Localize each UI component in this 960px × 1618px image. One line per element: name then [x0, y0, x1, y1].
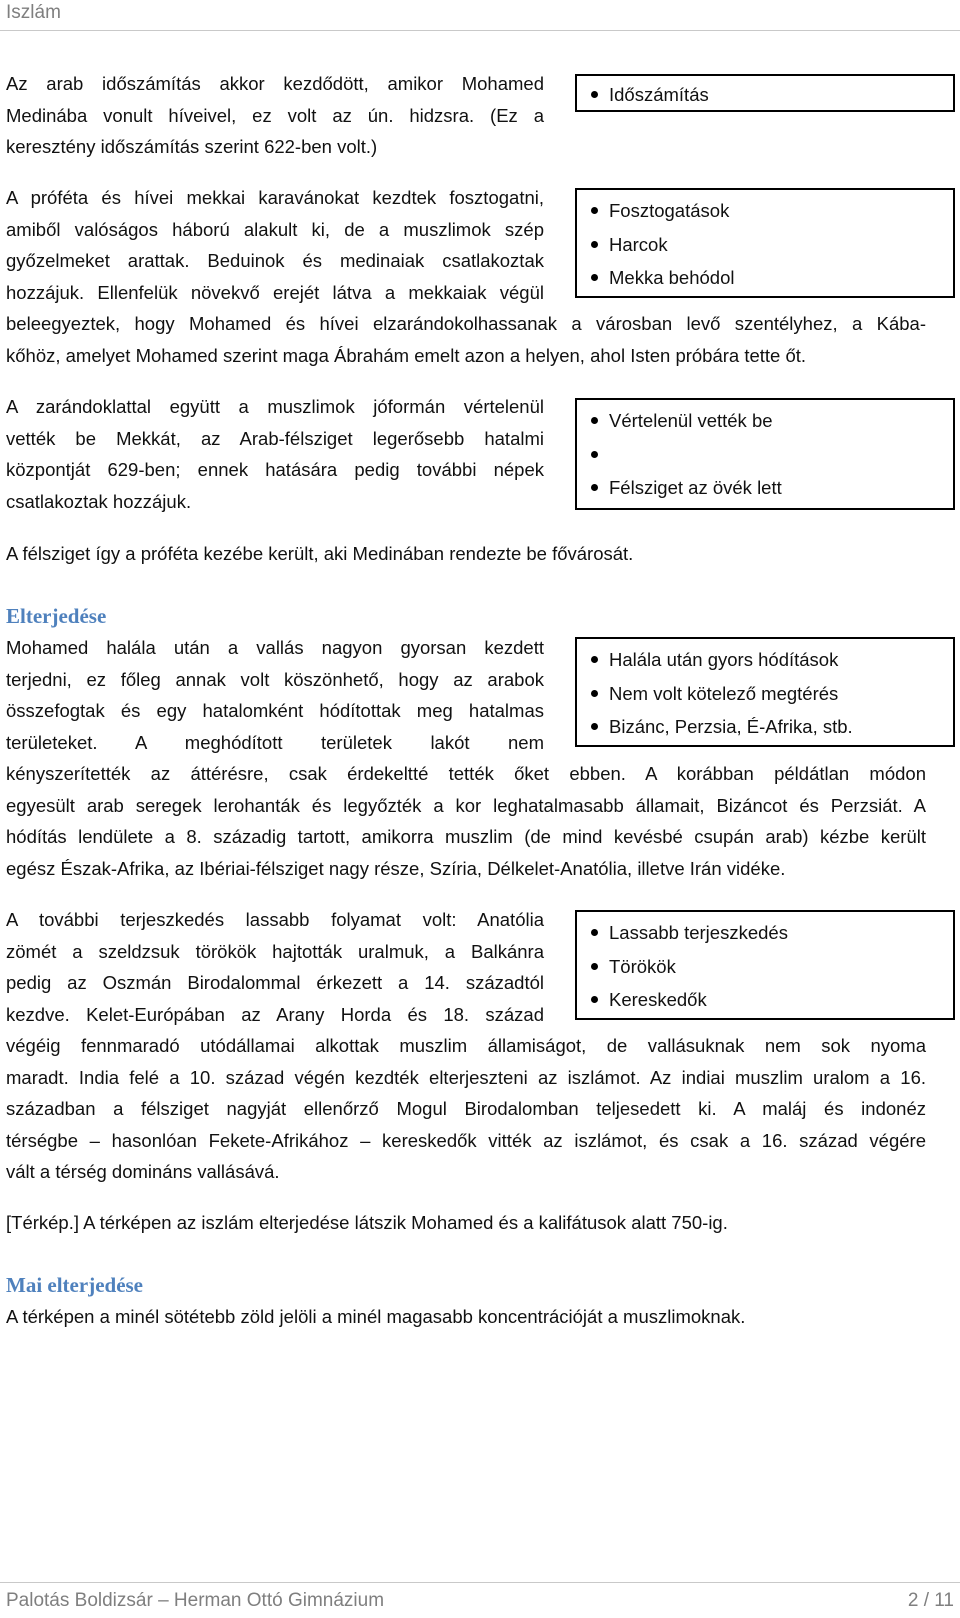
text-line: hódítás lendülete a 8. századig tartott, amikorra muszlim (de mind kevésbé csupán arab) kézbe került	[6, 826, 926, 847]
bullet-icon	[591, 690, 598, 697]
paragraph-terkep	[6, 1207, 926, 1239]
summary-item	[591, 438, 953, 472]
footer-author: Palotás Boldizsár – Herman Ottó Gimnázium	[6, 1590, 385, 1611]
text-line: kényszerítették az áttérésre, csak érdekeltté tették őket ebben. A korábban példátlan módon	[6, 763, 926, 784]
summary-box-mekka	[575, 398, 955, 510]
summary-item: Lassabb terjeszkedés	[591, 916, 953, 950]
bullet-icon	[591, 484, 598, 491]
paragraph-mekka	[6, 391, 544, 517]
header-title: Iszlám	[6, 2, 61, 23]
bullet-icon	[591, 241, 598, 248]
summary-item: Bizánc, Perzsia, É-Afrika, stb.	[591, 710, 953, 744]
summary-item: Mekka behódol	[591, 261, 953, 295]
summary-box-harcok	[575, 188, 955, 298]
bullet-icon	[591, 656, 598, 663]
text-line: terjedni, ez főleg annak volt köszönhető, hogy az arabok	[6, 668, 544, 690]
paragraph-terjeszkedes-continued	[6, 1030, 926, 1188]
bullet-icon	[591, 996, 598, 1003]
bullet-icon	[591, 91, 598, 98]
bullet-icon	[591, 963, 598, 970]
page-footer	[0, 1582, 960, 1618]
paragraph-fovaros	[6, 538, 926, 570]
text-line: zömét a szeldzsuk törökök hajtották uralmuk, a Balkánra	[6, 940, 544, 962]
text-line: központját 629-ben; ennek hatására pedig további népek	[6, 459, 544, 480]
paragraph-harcok-continued	[6, 308, 926, 371]
text-line: vált a térség domináns vallásává.	[6, 1161, 280, 1182]
text-line: egyesült arab seregek lerohanták és legyőzték a kor leghatalmasabb államait, Bizáncot és Perzsiát. A	[6, 794, 926, 816]
text-line: összefogtak és egy hatalomként hódítottak meg hatalmas	[6, 700, 544, 721]
paragraph-hoditasok-continued	[6, 758, 926, 884]
paragraph-harcok	[6, 182, 544, 308]
text-line: Medinába vonult híveivel, ez volt az ún. hidzsra. (Ez a	[6, 104, 544, 126]
text-line: vették be Mekkát, az Arab-félsziget legerősebb hatalmi	[6, 427, 544, 449]
text-line: kőhöz, amelyet Mohamed szerint maga Ábrahám emelt azon a helyen, ahol Isten próbára tette őt.	[6, 344, 807, 366]
text-line: amiből valóságos háború alakult ki, de a muszlimok szép	[6, 218, 544, 240]
text-line: végéig fennmaradó utódállamai alkottak muszlim államiságot, de vallásuknak nem sok nyoma	[6, 1035, 926, 1056]
paragraph-hidzsra	[6, 68, 544, 163]
summary-item: Fosztogatások	[591, 194, 953, 228]
text-line: században a félsziget nagyját ellenőrző Mogul Birodalomban teljesedett ki. A maláj és indonéz	[6, 1098, 926, 1119]
text-line: beleegyeztek, hogy Mohamed és hívei elzarándokolhassanak a városban levő szentélyhez, a Kába-	[6, 313, 926, 334]
text-line: maradt. India felé a 10. század végén kezdték elterjeszteni az iszlámot. Az indiai muszlim uralom a 16.	[6, 1066, 926, 1088]
text-line: hozzájuk. Ellenfelük növekvő erejét látva a mekkaiak végül	[6, 281, 544, 303]
summary-item: Kereskedők	[591, 983, 953, 1017]
text-line: térségbe – hasonlóan Fekete-Afrikához – kereskedők vitték az iszlámot, és csak a 16. század végére	[6, 1129, 926, 1151]
summary-item: Harcok	[591, 228, 953, 262]
paragraph-terjeszkedes	[6, 904, 544, 1030]
text-line: Mohamed halála után a vallás nagyon gyorsan kezdett	[6, 637, 544, 658]
text-line: [Térkép.] A térképen az iszlám elterjedése látszik Mohamed és a kalifátusok alatt 750-ig.	[6, 1212, 728, 1233]
summary-item: Nem volt kötelező megtérés	[591, 677, 953, 711]
text-line: A zarándoklattal együtt a muszlimok jóformán vértelenül	[6, 396, 544, 417]
text-line: területeket. A meghódított területek lakót nem	[6, 731, 544, 753]
text-line: csatlakoztak hozzájuk.	[6, 490, 192, 512]
section-heading-elterjedese: Elterjedése	[6, 604, 107, 628]
section-heading-mai-elterjedese: Mai elterjedése	[6, 1273, 144, 1297]
text-line: A térképen a minél sötétebb zöld jelöli a minél magasabb koncentrációját a muszlimoknak.	[6, 1306, 746, 1327]
summary-item: Törökök	[591, 950, 953, 984]
paragraph-mai-terkep	[6, 1301, 926, 1333]
text-line: A félsziget így a próféta kezébe került, aki Medinában rendezte be fővárosát.	[6, 543, 634, 564]
bullet-icon	[591, 207, 598, 214]
text-line: győzelmeket arattak. Beduinok és medinaiak csatlakoztak	[6, 250, 544, 271]
bullet-icon	[591, 723, 598, 730]
page-number: 2 / 11	[907, 1590, 954, 1611]
text-line: A további terjeszkedés lassabb folyamat volt: Anatólia	[6, 909, 544, 930]
text-line: kezdve. Kelet-Európában az Arany Horda és 18. század	[6, 1003, 544, 1025]
summary-item: Félsziget az övék lett	[591, 471, 953, 505]
summary-item: Vértelenül vették be	[591, 404, 953, 438]
summary-box-idoszamitas	[575, 74, 955, 112]
bullet-icon	[591, 929, 598, 936]
summary-item: Időszámítás	[591, 78, 953, 112]
text-line: pedig az Oszmán Birodalommal érkezett a 14. századtól	[6, 972, 544, 993]
text-line: keresztény időszámítás szerint 622-ben volt.)	[6, 136, 378, 157]
bullet-icon	[591, 274, 598, 281]
page-header	[0, 0, 960, 31]
text-line: Az arab időszámítás akkor kezdődött, amikor Mohamed	[6, 73, 544, 94]
text-line: A próféta és hívei mekkai karavánokat kezdtek fosztogatni,	[6, 187, 544, 208]
text-line: egész Észak-Afrika, az Ibériai-félsziget nagy része, Szíria, Délkelet-Anatólia, illetve Irán vidéke.	[6, 857, 786, 879]
paragraph-hoditasok	[6, 632, 544, 758]
bullet-icon	[591, 417, 598, 424]
summary-box-elterjedes	[575, 637, 955, 747]
bullet-icon	[591, 451, 598, 458]
summary-item: Halála után gyors hódítások	[591, 643, 953, 677]
summary-box-terjeszkedes	[575, 910, 955, 1020]
